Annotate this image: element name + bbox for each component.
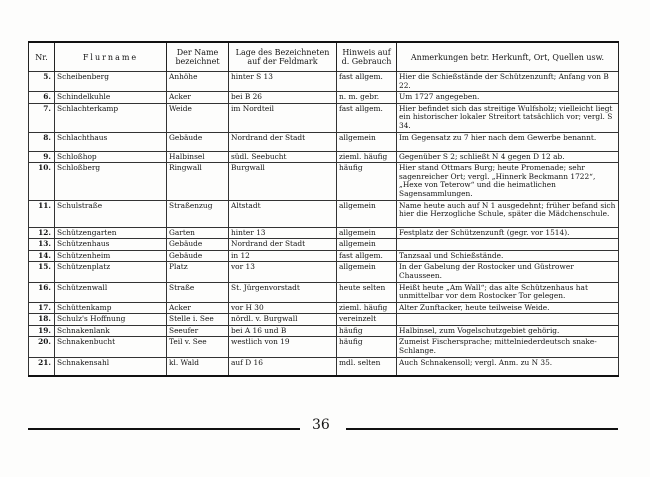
row-flurname: Schloßberg — [55, 163, 167, 200]
header-der-name-bezeichnet: Der Name bezeichnet — [167, 42, 229, 72]
row-gebrauch: häufig — [337, 325, 397, 337]
row-nr: 16. — [29, 282, 55, 302]
row-flurname: Schulz's Hoffnung — [55, 314, 167, 326]
row-lage: Burgwall — [229, 163, 337, 200]
row-gebrauch: fast allgem. — [337, 103, 397, 132]
row-flurname: Scheibenberg — [55, 72, 167, 92]
table-row — [29, 282, 619, 302]
field-names-table — [28, 41, 619, 377]
row-flurname: Schnakensahl — [55, 357, 167, 376]
row-nr: 12. — [29, 227, 55, 239]
row-flurname: Schnakenbucht — [55, 337, 167, 357]
row-flurname: Schlachterkamp — [55, 103, 167, 132]
row-lage: Nordrand der Stadt — [229, 239, 337, 251]
header-nr: Nr. — [29, 42, 55, 72]
row-flurname: Schützenplatz — [55, 262, 167, 282]
row-gebrauch: fast allgem. — [337, 250, 397, 262]
table-row — [29, 250, 619, 262]
row-lage: Altstadt — [229, 200, 337, 227]
row-bezeichnet: Garten — [167, 227, 229, 239]
row-bezeichnet: Straße — [167, 282, 229, 302]
row-bezeichnet: Acker — [167, 92, 229, 104]
row-bezeichnet: Straßenzug — [167, 200, 229, 227]
row-nr: 8. — [29, 132, 55, 151]
row-lage: hinter S 13 — [229, 72, 337, 92]
row-gebrauch: n. m. gebr. — [337, 92, 397, 104]
row-nr: 7. — [29, 103, 55, 132]
row-nr: 18. — [29, 314, 55, 326]
table-row — [29, 357, 619, 376]
row-lage: nördl. v. Burgwall — [229, 314, 337, 326]
row-lage: auf D 16 — [229, 357, 337, 376]
row-nr: 14. — [29, 250, 55, 262]
row-gebrauch: zieml. häufig — [337, 302, 397, 314]
table-row — [29, 227, 619, 239]
row-anmerkungen: Hier befindet sich das streitige Wulfsholz; vielleicht liegt ein historischer lokaler Streitort tatsächlich vor; vergl. S 34. — [397, 103, 619, 132]
header-flurname: Flurname — [55, 42, 167, 72]
table-row — [29, 314, 619, 326]
row-anmerkungen: Auch Schnakensoll; vergl. Anm. zu N 35. — [397, 357, 619, 376]
row-flurname: Schützenhaus — [55, 239, 167, 251]
row-gebrauch: fast allgem. — [337, 72, 397, 92]
row-lage: Nordrand der Stadt — [229, 132, 337, 151]
row-bezeichnet: Gebäude — [167, 239, 229, 251]
table-row — [29, 200, 619, 227]
row-flurname: Schützengarten — [55, 227, 167, 239]
table-row — [29, 103, 619, 132]
row-bezeichnet: Platz — [167, 262, 229, 282]
row-anmerkungen: Festplatz der Schützenzunft (gegr. vor 1514). — [397, 227, 619, 239]
row-lage: hinter 13 — [229, 227, 337, 239]
row-anmerkungen — [397, 314, 619, 326]
row-nr: 17. — [29, 302, 55, 314]
row-bezeichnet: Teil v. See — [167, 337, 229, 357]
table-row — [29, 325, 619, 337]
row-flurname: Schnakenlank — [55, 325, 167, 337]
row-anmerkungen: Um 1727 angegeben. — [397, 92, 619, 104]
row-lage: bei A 16 und B — [229, 325, 337, 337]
row-gebrauch: mdl. selten — [337, 357, 397, 376]
row-nr: 19. — [29, 325, 55, 337]
row-anmerkungen: Tanzsaal und Schießstände. — [397, 250, 619, 262]
row-bezeichnet: Seeufer — [167, 325, 229, 337]
row-gebrauch: allgemein — [337, 239, 397, 251]
table-row — [29, 302, 619, 314]
row-nr: 11. — [29, 200, 55, 227]
row-bezeichnet: Stelle i. See — [167, 314, 229, 326]
row-gebrauch: häufig — [337, 337, 397, 357]
table-row — [29, 262, 619, 282]
row-nr: 15. — [29, 262, 55, 282]
row-gebrauch: allgemein — [337, 132, 397, 151]
row-anmerkungen: Hier die Schießstände der Schützenzunft; Anfang von B 22. — [397, 72, 619, 92]
row-bezeichnet: Gebäude — [167, 132, 229, 151]
table-row — [29, 163, 619, 200]
table-row — [29, 132, 619, 151]
row-nr: 5. — [29, 72, 55, 92]
footer-rule-right — [346, 428, 618, 430]
page-number: 36 — [312, 417, 330, 433]
row-anmerkungen — [397, 239, 619, 251]
header-lage: Lage des Bezeichneten auf der Feldmark — [229, 42, 337, 72]
row-bezeichnet: Anhöhe — [167, 72, 229, 92]
table-row — [29, 151, 619, 163]
table-row — [29, 239, 619, 251]
table-row — [29, 92, 619, 104]
header-anmerkungen: Anmerkungen betr. Herkunft, Ort, Quellen usw. — [397, 42, 619, 72]
table-row — [29, 72, 619, 92]
row-lage: St. Jürgenvorstadt — [229, 282, 337, 302]
row-flurname: Schloßhop — [55, 151, 167, 163]
row-nr: 20. — [29, 337, 55, 357]
row-anmerkungen: Halbinsel, zum Vogelschutzgebiet gehörig. — [397, 325, 619, 337]
row-gebrauch: zieml. häufig — [337, 151, 397, 163]
row-anmerkungen: Zumeist Fischersprache; mittelniederdeutsch snake-Schlange. — [397, 337, 619, 357]
row-lage: westlich von 19 — [229, 337, 337, 357]
row-gebrauch: häufig — [337, 163, 397, 200]
table-body — [29, 72, 619, 377]
row-lage: in 12 — [229, 250, 337, 262]
footer-rule-left — [28, 428, 300, 430]
row-flurname: Schüttenkamp — [55, 302, 167, 314]
row-nr: 21. — [29, 357, 55, 376]
row-gebrauch: vereinzelt — [337, 314, 397, 326]
row-anmerkungen: Im Gegensatz zu 7 hier nach dem Gewerbe benannt. — [397, 132, 619, 151]
table-row — [29, 337, 619, 357]
row-bezeichnet: Weide — [167, 103, 229, 132]
row-gebrauch: allgemein — [337, 262, 397, 282]
row-lage: vor 13 — [229, 262, 337, 282]
row-nr: 6. — [29, 92, 55, 104]
row-nr: 10. — [29, 163, 55, 200]
header-hinweis: Hinweis auf d. Gebrauch — [337, 42, 397, 72]
row-flurname: Schulstraße — [55, 200, 167, 227]
row-flurname: Schützenwall — [55, 282, 167, 302]
row-anmerkungen: In der Gabelung der Rostocker und Güstrower Chausseen. — [397, 262, 619, 282]
row-anmerkungen: Heißt heute „Am Wall“; das alte Schützenhaus hat unmittelbar vor dem Rostocker Tor gelegen. — [397, 282, 619, 302]
row-gebrauch: allgemein — [337, 227, 397, 239]
row-bezeichnet: Ringwall — [167, 163, 229, 200]
row-flurname: Schützenheim — [55, 250, 167, 262]
row-anmerkungen: Name heute auch auf N 1 ausgedehnt; früher befand sich hier die Herzogliche Schule, später die Mädchenschule. — [397, 200, 619, 227]
row-nr: 9. — [29, 151, 55, 163]
row-anmerkungen: Alter Zunftacker, heute teilweise Weide. — [397, 302, 619, 314]
row-bezeichnet: kl. Wald — [167, 357, 229, 376]
row-gebrauch: heute selten — [337, 282, 397, 302]
table-header-row — [29, 42, 619, 72]
row-lage: südl. Seebucht — [229, 151, 337, 163]
row-nr: 13. — [29, 239, 55, 251]
row-flurname: Schindelkuhle — [55, 92, 167, 104]
row-bezeichnet: Acker — [167, 302, 229, 314]
row-lage: bei B 26 — [229, 92, 337, 104]
row-bezeichnet: Halbinsel — [167, 151, 229, 163]
row-gebrauch: allgemein — [337, 200, 397, 227]
row-bezeichnet: Gebäude — [167, 250, 229, 262]
row-anmerkungen: Hier stand Ottmars Burg; heute Promenade; sehr sagenreicher Ort; vergl. „Hinnerk Beckmann 1722“, „Hexe von Teterow“ und die heimatlichen Sagensammlungen. — [397, 163, 619, 200]
row-lage: vor H 30 — [229, 302, 337, 314]
row-lage: im Nordteil — [229, 103, 337, 132]
row-flurname: Schlachthaus — [55, 132, 167, 151]
row-anmerkungen: Gegenüber S 2; schließt N 4 gegen D 12 ab. — [397, 151, 619, 163]
